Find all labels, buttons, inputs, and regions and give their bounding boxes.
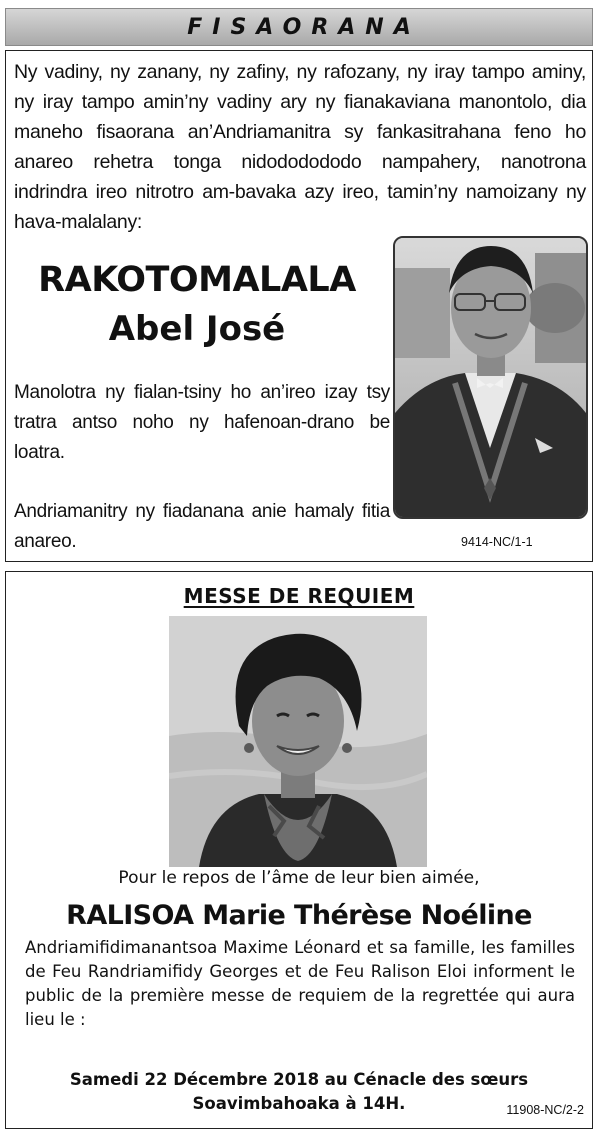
thanks-notice — [5, 50, 593, 562]
thanks-reference-code: 9414-NC/1-1 — [461, 535, 533, 549]
deceased-given-name: Abel José — [108, 309, 286, 349]
deceased-surname: RAKOTOMALALA — [38, 260, 356, 300]
deceased-full-name: RALISOA Marie Thérèse Noéline — [66, 900, 532, 931]
family-announcement-text: Andriamifidimanantsoa Maxime Léonard et sa famille, les familles de Feu Randriamifidy Georges et de Feu Ralison Eloi informent le public de la première messe de requiem de la regrettée qui aura lieu le : — [25, 938, 575, 1029]
deceased-woman-portrait-photo — [169, 616, 427, 867]
header-title: FISAORANA — [187, 14, 421, 40]
deceased-portrait-photo — [393, 236, 588, 519]
blessing-text: Andriamanitry ny fiadanana anie hamaly fitia anareo. — [14, 501, 390, 552]
requiem-date-place — [6, 1068, 592, 1116]
repose-line: Pour le repos de l’âme de leur bien aimée, — [118, 868, 480, 888]
condolence-text: Manolotra ny fialan-tsiny ho an’ireo izay tsy tratra antso noho ny hafenoan-drano be loatra. — [14, 382, 390, 463]
requiem-place-line: Soavimbahoaka à 14H. — [192, 1094, 406, 1113]
requiem-notice — [5, 571, 593, 1129]
requiem-title-text: MESSE DE REQUIEM — [183, 584, 415, 608]
header-banner — [5, 8, 593, 46]
deceased-name — [18, 256, 376, 354]
requiem-reference-code: 11908-NC/2-2 — [506, 1103, 584, 1117]
thanks-intro-text: Ny vadiny, ny zanany, ny zafiny, ny rafozany, ny iray tampo aminy, ny iray tampo amin’ny vadiny ary ny fianakaviana manontolo, dia maneho fisaorana an’Andriamanitra sy fankasitrahana feno ho anareo rehetra tonga nidododododo nampahery, nanotrona indrindra ireo nitrotro am-bavaka azy ireo, tamin’ny namoizany ny hava-malalany: — [14, 61, 586, 233]
requiem-date-line: Samedi 22 Décembre 2018 au Cénacle des sœurs — [69, 1070, 529, 1089]
requiem-title — [6, 584, 592, 608]
